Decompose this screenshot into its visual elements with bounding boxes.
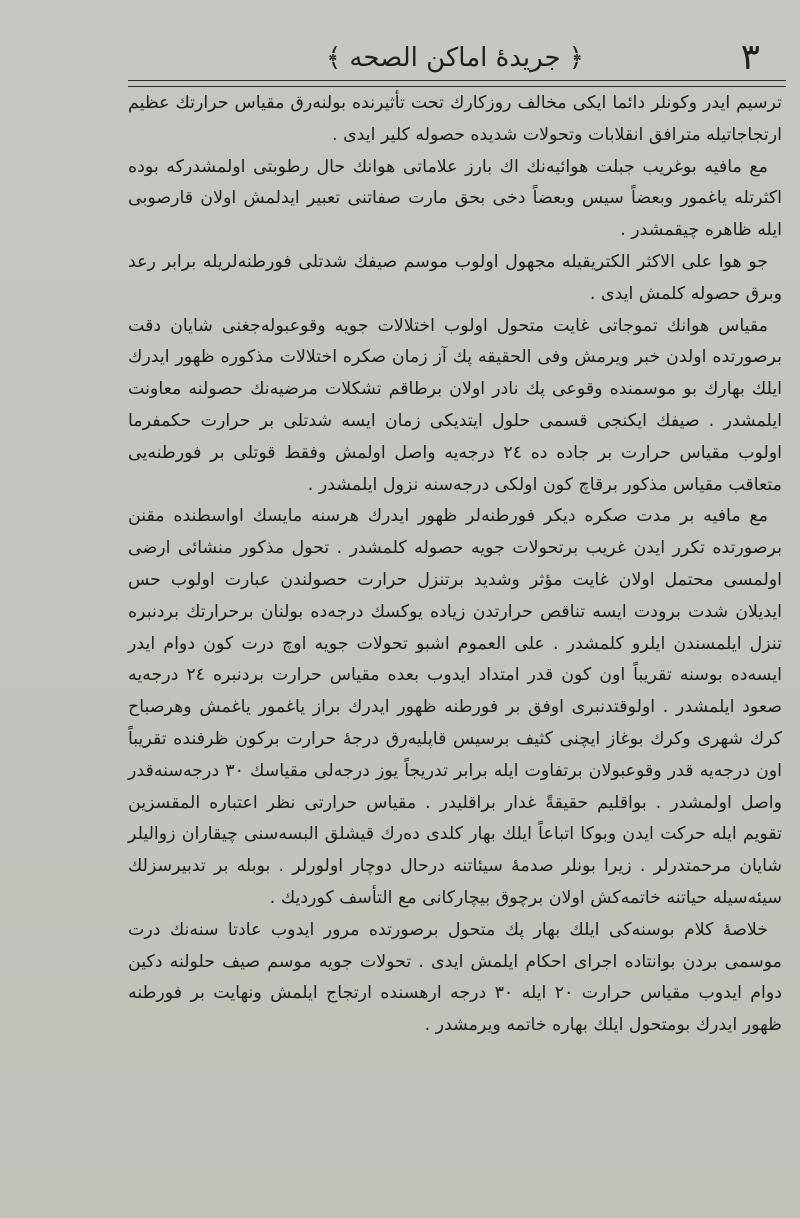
running-title: ﴿ جريدۀ اماكن الصحه ﴾: [325, 43, 585, 73]
paragraph: مقياس هوانك تموجاتى غايت متحول اولوب اختلالات جويه وقوعبوله‌جغنى شايان دقت برصورتده اولدن خبر ويرمش وفى الحقيقه پك آز زمان صكره اختلالات مذكوره ظهور ايدرك ايلك بهارك بو موسمنده وقوعى پك نادر اولان برطاقم تشكلات مرضيه‌نك حصولنه معاونت ايلمشدر . صيفك ايكنجى قسمى حلول ايتديكى زمان ايسه شدتلى بر حرارت حكمفرما اولوب مقياس حرارت بر جاده ده ٢٤ درجه‌يه واصل اولمش وفقط قوتلى بر فورطنه‌يى متعاقب مقياس مذكور برقاچ كون اولكى درجه‌سنه نزول ايلمشدر .: [128, 315, 782, 495]
page-header: [130, 36, 780, 80]
header-rule-bottom: [128, 86, 786, 87]
article-body: [128, 88, 782, 1042]
paragraph: جو هوا على الاكثر الكتريقيله مجهول اولوب موسم صيفك شدتلى فورطنه‌لريله برابر رعد وبرق حصوله كلمش ايدى .: [128, 251, 782, 304]
paragraph: ترسيم ايدر وكونلر دائما ايكى مخالف روزكارك تحت تأثيرنده بولنه‌رق مقياس حرارتك عظيم ارتجاجاتيله مترافق انقلابات وتحولات شديده حصوله كلير ايدى .: [128, 93, 782, 145]
paragraph: مع مافيه بر مدت صكره ديكر فورطنه‌لر ظهور ايدرك هرسنه مايسك اواسطنده مقنن برصورتده تكرر ايدن غريب برتحولات جويه حصوله كلمشدر . تحول مذكور منشائى ارضى اولمسى محتمل اولان غايت مؤثر وشديد برتنزل حرارت حصولندن عبارت اولوب حس ايديلان شدت برودت ايسه تناقص حرارتدن زياده يوكسك درجه‌ده بولنان برحرارتك بردنبره تنزل ايلمسندن ايلرو كلمشدر . على العموم اشبو تحولات جويه اوچ درت كون دوام ايدر ايسه‌ده بوسنه تقريباً اون كون قدر امتداد ايدوب بعده مقياس حرارت بردنبره ٢٤ درجه‌يه صعود ايلمشدر . اولوقتدنبرى اوفق بر فورطنه ظهور ايدرك براز ياغمور ياغمش وهرصباح كرك شهرى وكرك بوغاز ايچنى كثيف برسيس قاپليه‌رق درجۀ حرارت بركون ظرفنده تقريباً اون درجه‌يه قدر وقوعبولان برتفاوت ايله برابر تدريجاً يوز درجه‌لى مقياسك ٣٠ درجه‌سنه‌قدر واصل اولمشدر . بواقليم حقيقةً غدار براقليدر . مقياس حرارتى نظر اعتباره المقسزين تقويم ايله حركت ايدن وبوكا اتباعاً ايلك بهار كلدى ده‌رك قيشلق البسه‌سنى چيقاران زواليلر شايان مرحمتدرلر . زيرا بونلر صدمۀ سيئاتنه درحال دوچار اولورلر . بوبله بر تدبيرسزلك سيئه‌سيله حياتنه خاتمه‌كش اولان برچوق بيچاركانى مع التأسف كورديك .: [128, 506, 782, 908]
header-rule-top: [128, 80, 786, 81]
paragraph: خلاصۀ كلام بوسنه‌كى ايلك بهار پك متحول برصورتده مرور ايدوب عادتا سنه‌نك درت موسمى بردن بوانتاده اجراى احكام ايلمش ايدى . تحولات جويه موسم صيف حلولنه دكين دوام ايدوب مقياس حرارت ٢٠ ايله ٣٠ درجه ارهسنده ارتجاج ايلمش ونهايت بر فورطنه ظهور ايدرك بومتحول ايلك بهاره خاتمه ويرمشدر .: [128, 919, 782, 1036]
page-number: ٣: [740, 37, 760, 78]
paragraph: مع مافيه بوغريب جبلت هوائيه‌نك اك بارز علاماتى هوانك حال رطوبتى اولمشدركه بوده اكثرتله ياغمور وبعضاً سيس وبعضاً دخى بحق مارت صفاتنى تعبير ايدلمش اولان قارصوبى ايله ظاهره چيقمشدر .: [128, 156, 782, 241]
